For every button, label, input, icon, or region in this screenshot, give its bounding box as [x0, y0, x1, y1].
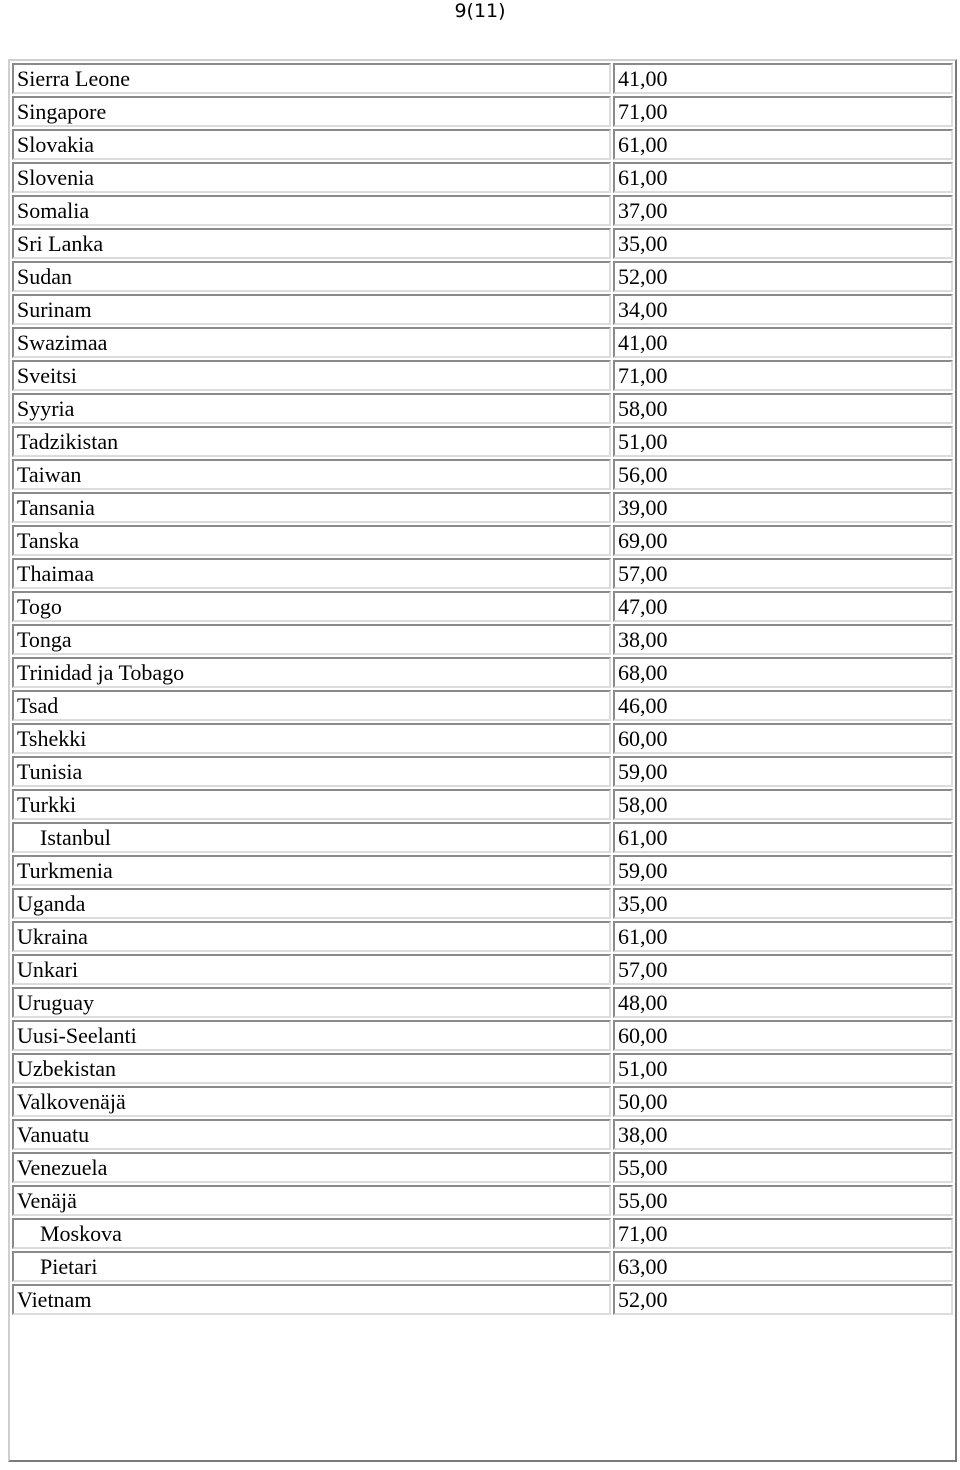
country-name-cell: Sierra Leone — [12, 63, 611, 94]
country-name-cell: Sudan — [12, 261, 611, 292]
table-row — [12, 1119, 953, 1150]
rates-table-body — [12, 63, 953, 1315]
rate-value-cell: 34,00 — [613, 294, 953, 325]
rates-table-frame — [8, 59, 957, 1462]
rate-value-cell: 56,00 — [613, 459, 953, 490]
table-row — [12, 591, 953, 622]
rate-value-cell: 46,00 — [613, 690, 953, 721]
country-name-cell: Turkmenia — [12, 855, 611, 886]
rate-value-cell: 61,00 — [613, 162, 953, 193]
rate-value-cell: 61,00 — [613, 822, 953, 853]
rate-value-cell: 61,00 — [613, 921, 953, 952]
table-row — [12, 1185, 953, 1216]
rate-value-cell: 58,00 — [613, 789, 953, 820]
rate-value-cell: 57,00 — [613, 558, 953, 589]
country-name-cell: Unkari — [12, 954, 611, 985]
country-name-cell: Venäjä — [12, 1185, 611, 1216]
rate-value-cell: 59,00 — [613, 855, 953, 886]
country-name-cell: Trinidad ja Tobago — [12, 657, 611, 688]
country-name-cell: Togo — [12, 591, 611, 622]
table-row — [12, 1152, 953, 1183]
table-row — [12, 789, 953, 820]
table-row — [12, 492, 953, 523]
rate-value-cell: 60,00 — [613, 1020, 953, 1051]
country-name-cell: Tshekki — [12, 723, 611, 754]
country-name-cell: Uruguay — [12, 987, 611, 1018]
table-row — [12, 1218, 953, 1249]
rate-value-cell: 41,00 — [613, 63, 953, 94]
table-row — [12, 1284, 953, 1315]
table-row — [12, 1020, 953, 1051]
country-name-cell: Istanbul — [12, 822, 611, 853]
rate-value-cell: 50,00 — [613, 1086, 953, 1117]
table-row — [12, 525, 953, 556]
table-row — [12, 63, 953, 94]
country-name-cell: Tansania — [12, 492, 611, 523]
country-name-cell: Tanska — [12, 525, 611, 556]
country-name-cell: Taiwan — [12, 459, 611, 490]
country-name-cell: Vietnam — [12, 1284, 611, 1315]
country-name-cell: Tadzikistan — [12, 426, 611, 457]
rate-value-cell: 59,00 — [613, 756, 953, 787]
table-row — [12, 855, 953, 886]
country-name-cell: Somalia — [12, 195, 611, 226]
rate-value-cell: 39,00 — [613, 492, 953, 523]
rate-value-cell: 69,00 — [613, 525, 953, 556]
rate-value-cell: 63,00 — [613, 1251, 953, 1282]
table-row — [12, 657, 953, 688]
table-row — [12, 987, 953, 1018]
country-name-cell: Ukraina — [12, 921, 611, 952]
country-name-cell: Uusi-Seelanti — [12, 1020, 611, 1051]
table-row — [12, 393, 953, 424]
rate-value-cell: 35,00 — [613, 888, 953, 919]
country-name-cell: Tunisia — [12, 756, 611, 787]
rate-value-cell: 71,00 — [613, 1218, 953, 1249]
country-name-cell: Sveitsi — [12, 360, 611, 391]
table-row — [12, 954, 953, 985]
rate-value-cell: 57,00 — [613, 954, 953, 985]
country-name-cell: Vanuatu — [12, 1119, 611, 1150]
table-row — [12, 129, 953, 160]
table-row — [12, 162, 953, 193]
table-row — [12, 261, 953, 292]
rate-value-cell: 71,00 — [613, 360, 953, 391]
country-name-cell: Tsad — [12, 690, 611, 721]
rate-value-cell: 68,00 — [613, 657, 953, 688]
table-row — [12, 1053, 953, 1084]
rate-value-cell: 71,00 — [613, 96, 953, 127]
table-row — [12, 1086, 953, 1117]
rates-table — [10, 61, 955, 1317]
table-row — [12, 426, 953, 457]
rate-value-cell: 38,00 — [613, 1119, 953, 1150]
table-row — [12, 624, 953, 655]
rate-value-cell: 55,00 — [613, 1185, 953, 1216]
rate-value-cell: 61,00 — [613, 129, 953, 160]
table-row — [12, 756, 953, 787]
country-name-cell: Surinam — [12, 294, 611, 325]
country-name-cell: Slovakia — [12, 129, 611, 160]
table-row — [12, 888, 953, 919]
country-name-cell: Pietari — [12, 1251, 611, 1282]
table-row — [12, 195, 953, 226]
country-name-cell: Singapore — [12, 96, 611, 127]
country-name-cell: Thaimaa — [12, 558, 611, 589]
table-row — [12, 96, 953, 127]
table-row — [12, 822, 953, 853]
rate-value-cell: 38,00 — [613, 624, 953, 655]
rate-value-cell: 35,00 — [613, 228, 953, 259]
rate-value-cell: 55,00 — [613, 1152, 953, 1183]
table-row — [12, 1251, 953, 1282]
rate-value-cell: 51,00 — [613, 1053, 953, 1084]
rate-value-cell: 41,00 — [613, 327, 953, 358]
table-row — [12, 228, 953, 259]
table-row — [12, 459, 953, 490]
country-name-cell: Turkki — [12, 789, 611, 820]
rate-value-cell: 52,00 — [613, 261, 953, 292]
rate-value-cell: 48,00 — [613, 987, 953, 1018]
table-row — [12, 723, 953, 754]
country-name-cell: Sri Lanka — [12, 228, 611, 259]
rate-value-cell: 47,00 — [613, 591, 953, 622]
rate-value-cell: 51,00 — [613, 426, 953, 457]
country-name-cell: Slovenia — [12, 162, 611, 193]
table-row — [12, 558, 953, 589]
country-name-cell: Tonga — [12, 624, 611, 655]
country-name-cell: Valkovenäjä — [12, 1086, 611, 1117]
country-name-cell: Venezuela — [12, 1152, 611, 1183]
table-row — [12, 360, 953, 391]
rate-value-cell: 60,00 — [613, 723, 953, 754]
country-name-cell: Uganda — [12, 888, 611, 919]
rate-value-cell: 37,00 — [613, 195, 953, 226]
table-row — [12, 294, 953, 325]
table-row — [12, 921, 953, 952]
country-name-cell: Syyria — [12, 393, 611, 424]
rate-value-cell: 52,00 — [613, 1284, 953, 1315]
country-name-cell: Moskova — [12, 1218, 611, 1249]
table-row — [12, 690, 953, 721]
rate-value-cell: 58,00 — [613, 393, 953, 424]
table-row — [12, 327, 953, 358]
country-name-cell: Uzbekistan — [12, 1053, 611, 1084]
country-name-cell: Swazimaa — [12, 327, 611, 358]
page-number: 9(11) — [454, 0, 506, 22]
